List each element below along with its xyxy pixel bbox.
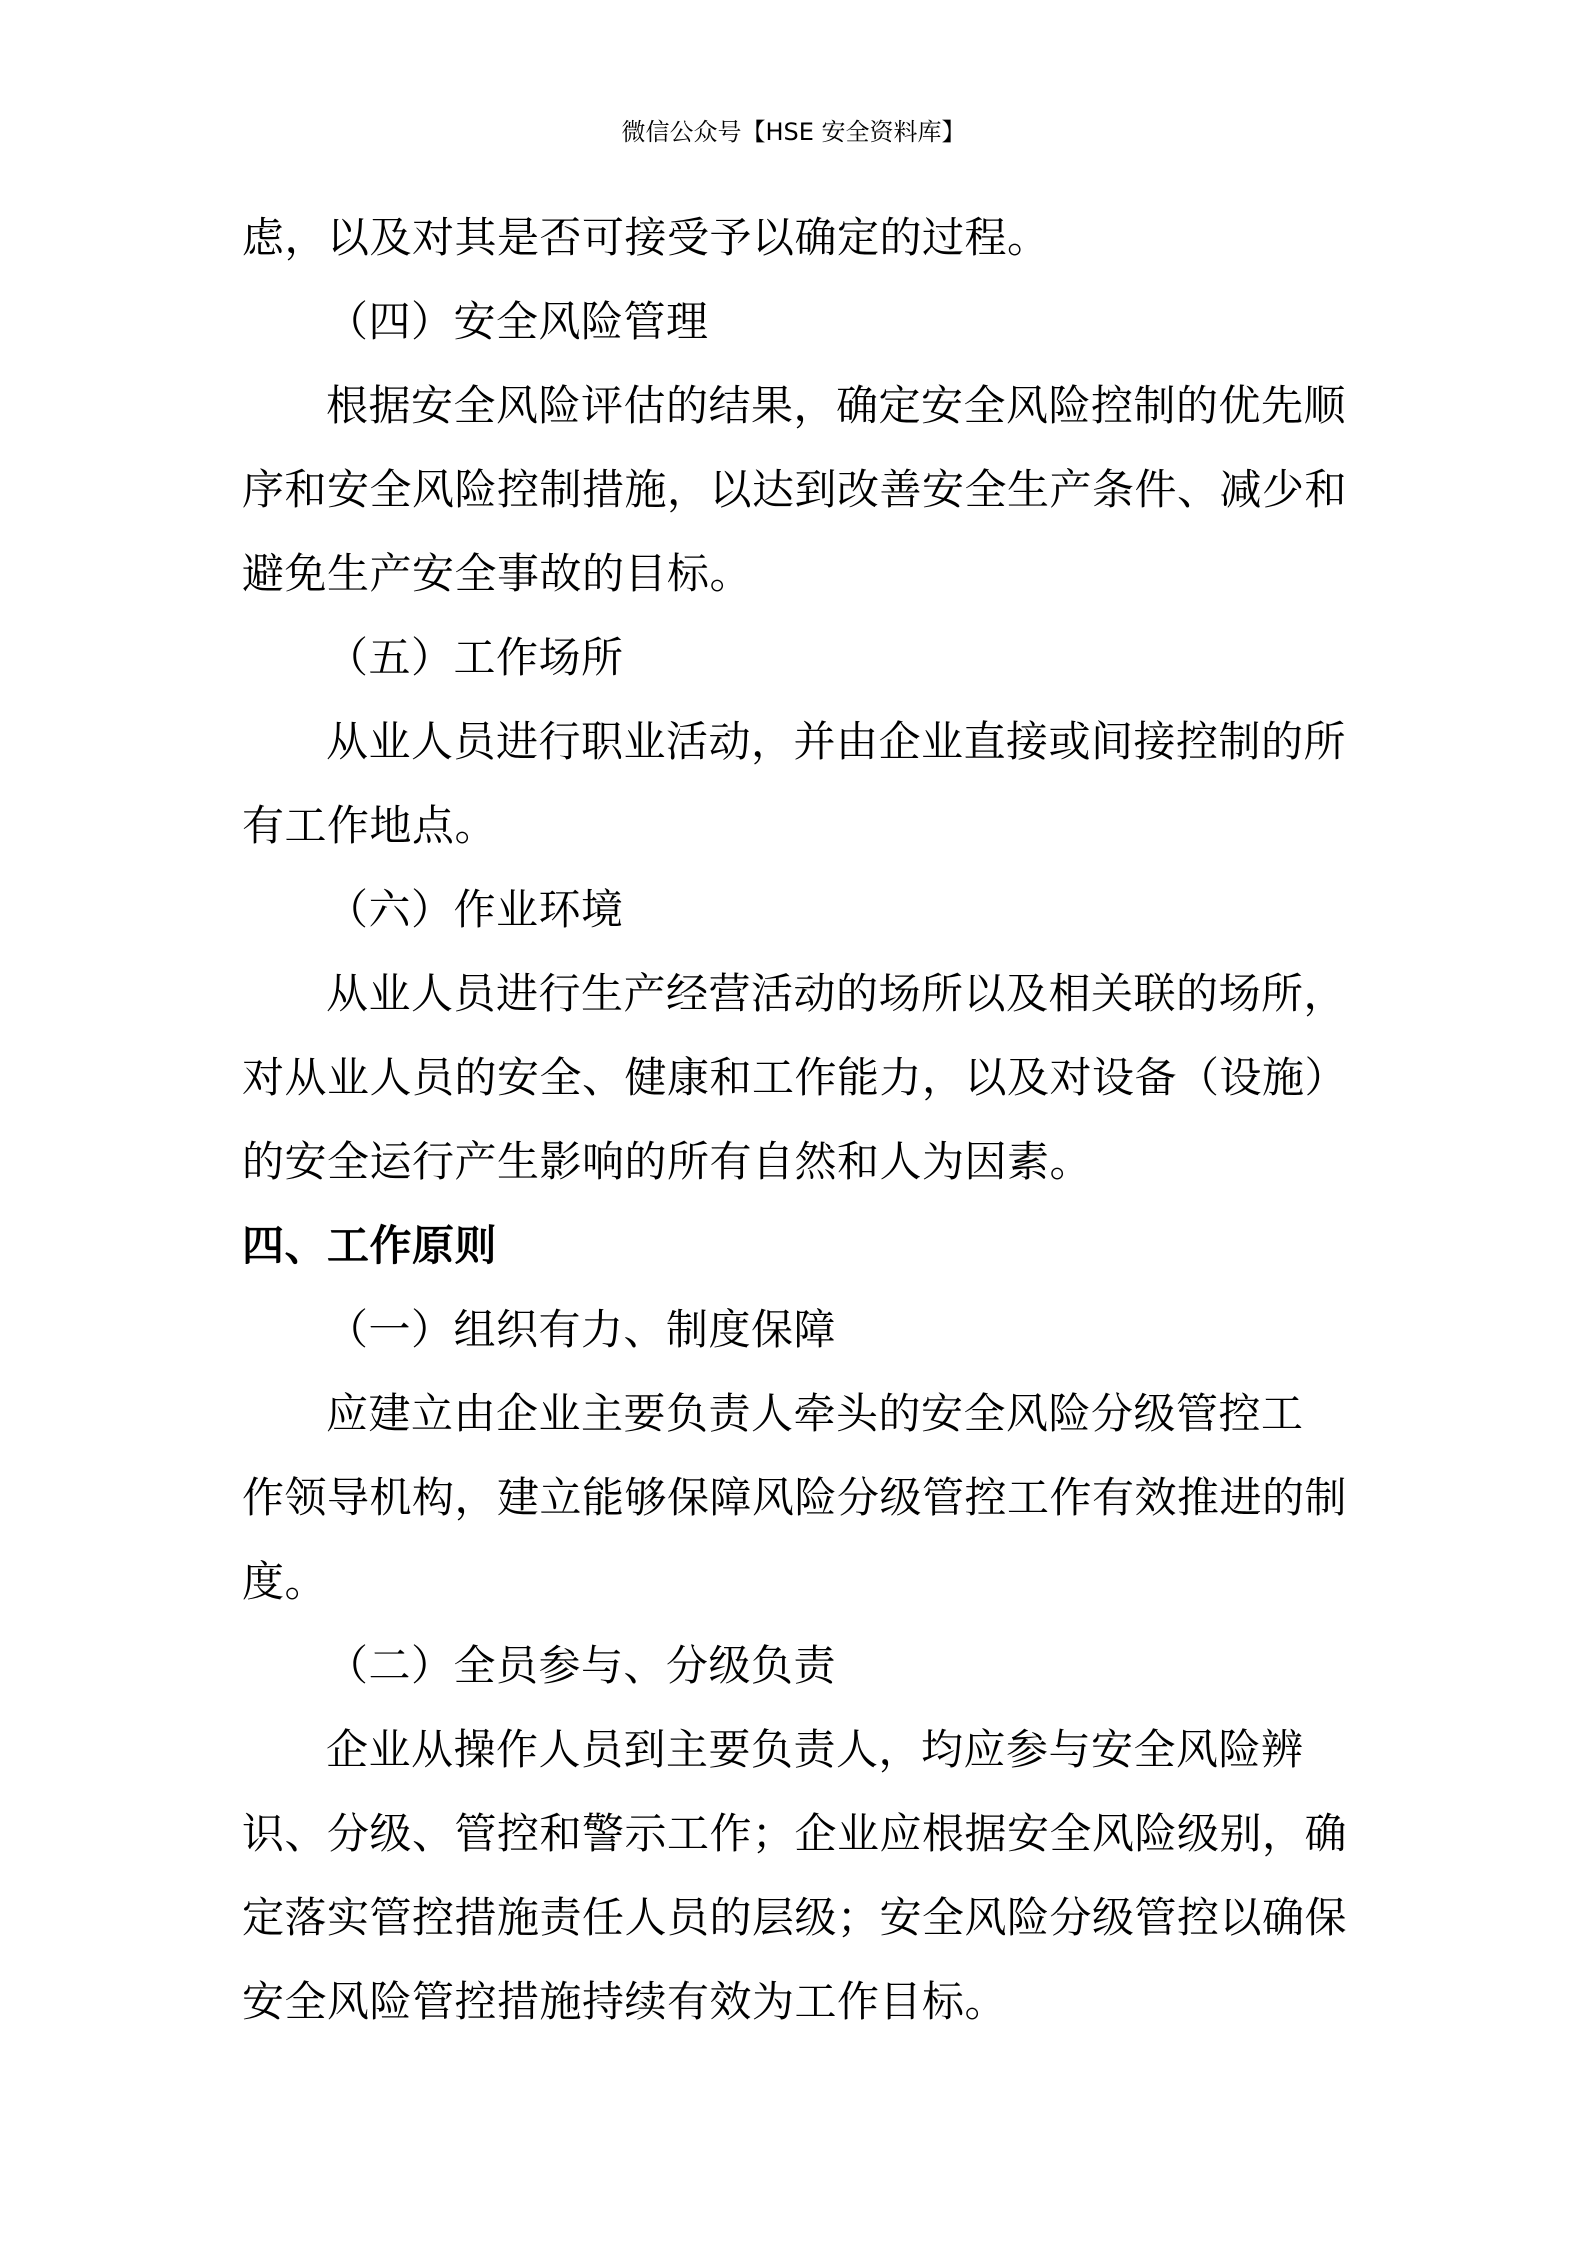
body-line: 虑，以及对其是否可接受予以确定的过程。	[242, 213, 1050, 262]
body-line: 序和安全风险控制措施，以达到改善安全生产条件、减少和	[242, 465, 1348, 514]
body-line: 根据安全风险评估的结果，确定安全风险控制的优先顺	[326, 381, 1347, 430]
page-header: 微信公众号【HSE 安全资料库】	[621, 118, 966, 146]
subsection-heading: （一）组织有力、制度保障	[326, 1305, 837, 1354]
document-body	[242, 196, 1358, 2044]
body-line: 避免生产安全事故的目标。	[242, 549, 753, 598]
body-line: 从业人员进行职业活动，并由企业直接或间接控制的所	[326, 717, 1347, 766]
subsection-heading: （四）安全风险管理	[326, 297, 709, 346]
section-heading: 四、工作原则	[242, 1221, 498, 1270]
body-line: 作领导机构，建立能够保障风险分级管控工作有效推进的制	[242, 1473, 1348, 1522]
subsection-heading: （六）作业环境	[326, 885, 624, 934]
body-line: 的安全运行产生影响的所有自然和人为因素。	[242, 1137, 1093, 1186]
body-line: 识、分级、管控和警示工作；企业应根据安全风险级别，确	[242, 1809, 1348, 1858]
body-line: 企业从操作人员到主要负责人，均应参与安全风险辨	[326, 1725, 1304, 1774]
body-line: 定落实管控措施责任人员的层级；安全风险分级管控以确保	[242, 1893, 1348, 1942]
body-line: 应建立由企业主要负责人牵头的安全风险分级管控工	[326, 1389, 1304, 1438]
body-line: 安全风险管控措施持续有效为工作目标。	[242, 1977, 1008, 2026]
body-line: 从业人员进行生产经营活动的场所以及相关联的场所，	[326, 969, 1347, 1018]
subsection-heading: （二）全员参与、分级负责	[326, 1641, 837, 1690]
body-line: 度。	[242, 1557, 328, 1606]
body-line: 有工作地点。	[242, 801, 498, 850]
body-line: 对从业人员的安全、健康和工作能力，以及对设备（设施）	[242, 1053, 1348, 1102]
subsection-heading: （五）工作场所	[326, 633, 624, 682]
